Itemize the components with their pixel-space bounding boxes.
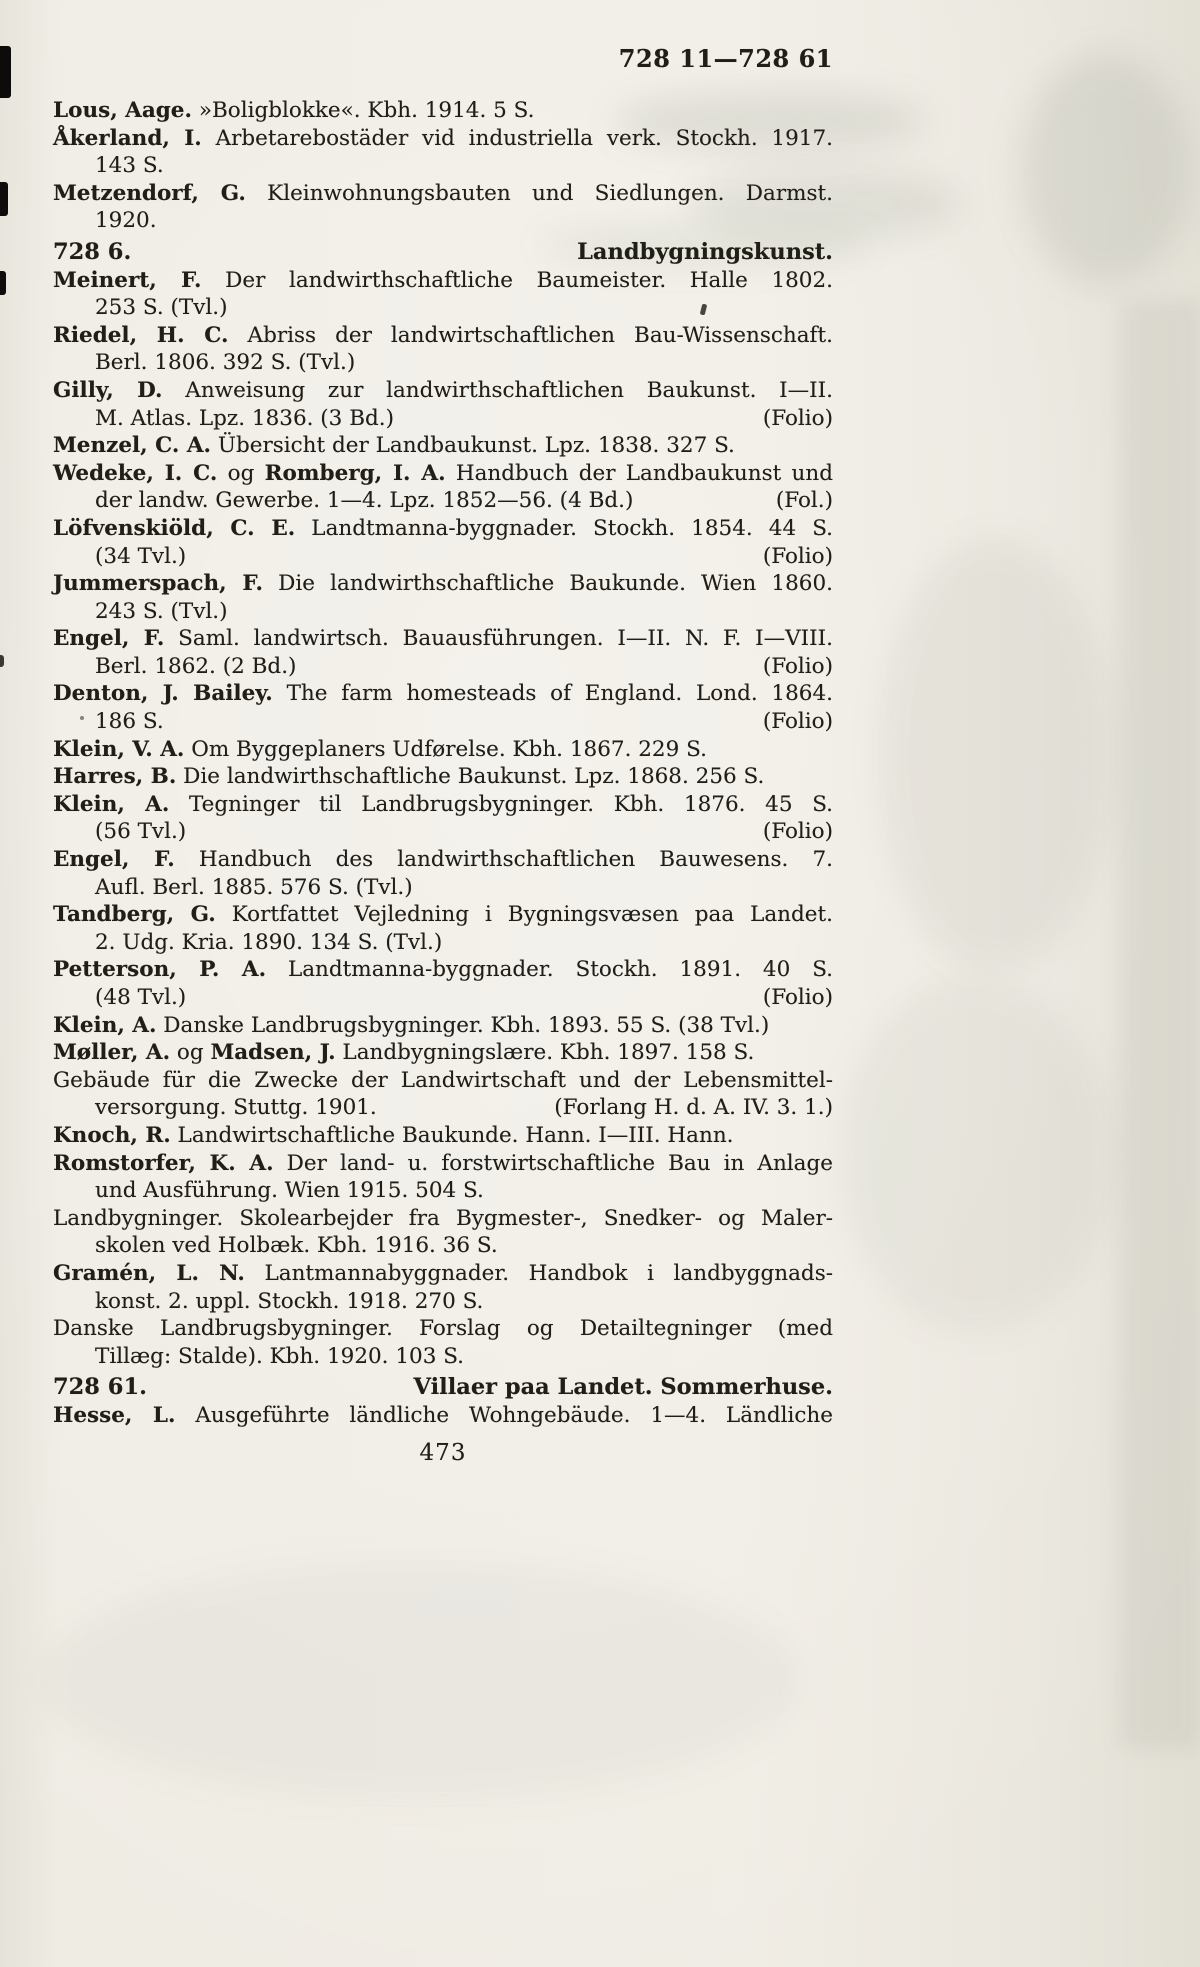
entry-text: Landbygninger. Skolearbejder fra Bygmester-, Snedker- og Maler- (53, 1205, 833, 1231)
line-left-part (95, 543, 186, 571)
entry-author: Tandberg, G. (53, 902, 216, 928)
catalog-line (53, 432, 833, 460)
catalog-line (53, 653, 833, 681)
catalog-line (53, 625, 833, 653)
catalog-line (53, 1177, 833, 1205)
entry-text: Landbygningslære. Kbh. 1897. 158 S. (335, 1040, 755, 1066)
entry-text: (Folio) (762, 653, 833, 679)
entry-author: 728 6. (53, 238, 132, 265)
catalog-line (53, 791, 833, 819)
entry-author: Metzendorf, G. (53, 180, 246, 206)
entry-author: Klein, A. (53, 1012, 157, 1038)
catalog-line (53, 487, 833, 515)
entry-text: M. Atlas. Lpz. 1836. (3 Bd.) (95, 405, 394, 431)
entry-text: og (217, 460, 265, 486)
catalog-line (53, 1094, 833, 1122)
binding-mark (0, 655, 4, 667)
catalog-line (53, 1039, 833, 1067)
binding-mark (0, 46, 11, 98)
entry-text: og (170, 1040, 211, 1066)
page-number: 473 (419, 1440, 467, 1466)
text-column (53, 97, 833, 1430)
entry-text: 186 S. (95, 709, 164, 735)
catalog-line (53, 1122, 833, 1150)
entry-author: Gilly, D. (53, 377, 163, 403)
catalog-line (53, 1343, 833, 1371)
entry-text: Handbuch der Landbaukunst und (445, 460, 833, 486)
line-right-part (763, 708, 833, 736)
entry-text: Berl. 1806. 392 S. (Tvl.) (95, 350, 356, 376)
paper-stain (1120, 300, 1200, 1750)
catalog-line (53, 956, 833, 984)
entry-text: (Folio) (762, 543, 833, 569)
entry-text: Tegninger til Landbrugsbygninger. Kbh. 1876. 45 S. (169, 791, 833, 817)
entry-author: Klein, A. (53, 791, 170, 817)
entry-text: The farm homesteads of England. Lond. 1864. (272, 681, 833, 707)
catalog-line (53, 901, 833, 929)
entry-text: Aufl. Berl. 1885. 576 S. (Tvl.) (95, 874, 413, 900)
entry-author: Denton, J. Bailey. (53, 681, 273, 707)
entry-text: Die landwirthschaftliche Baukunde. Wien 1860. (263, 571, 833, 597)
entry-author: Petterson, P. A. (53, 957, 267, 983)
catalog-line (53, 180, 833, 208)
catalog-line (53, 125, 833, 153)
page-header-code: 728 11—728 61 (618, 44, 833, 73)
entry-text: (Fol.) (775, 488, 833, 514)
entry-text: Handbuch des landwirthschaftlichen Bauwesens. 7. (174, 847, 833, 873)
entry-text: Tillæg: Stalde). Kbh. 1920. 103 S. (95, 1343, 465, 1369)
catalog-line (53, 763, 833, 791)
line-right-part (577, 239, 833, 267)
catalog-line (53, 1067, 833, 1095)
catalog-line (53, 846, 833, 874)
entry-text: der landw. Gewerbe. 1—4. Lpz. 1852—56. (4 Bd.) (95, 488, 634, 514)
entry-author: Meinert, F. (53, 267, 202, 293)
entry-text: Der land- u. forstwirtschaftliche Bau in Anlage (273, 1150, 833, 1176)
entry-text: (56 Tvl.) (95, 819, 187, 845)
entry-author: Knoch, R. (53, 1122, 171, 1148)
entry-text: (48 Tvl.) (95, 985, 187, 1010)
line-right-part (776, 487, 833, 515)
entry-author: Lous, Aage. (53, 98, 192, 123)
line-left-part (95, 984, 186, 1012)
line-right-part (763, 405, 833, 433)
entry-text: Arbetarebostäder vid industriella verk. Stockh. 1917. (201, 125, 833, 151)
catalog-line (53, 294, 833, 322)
entry-text: Übersicht der Landbaukunst. Lpz. 1838. 327 S. (211, 433, 735, 459)
line-left-part (53, 239, 131, 267)
catalog-line (53, 1288, 833, 1316)
entry-author: Klein, V. A. (53, 736, 185, 762)
entry-author: Engel, F. (53, 847, 175, 873)
entry-text: (Folio) (762, 709, 833, 735)
catalog-line (53, 929, 833, 957)
entry-text: Landtmanna-byggnader. Stockh. 1854. 44 S. (295, 515, 833, 541)
line-right-part (763, 984, 833, 1012)
entry-text: Abriss der landwirtschaftlichen Bau-Wissenschaft. (228, 322, 833, 348)
binding-mark (0, 182, 8, 216)
line-left-part (95, 1094, 377, 1122)
entry-text: (Folio) (762, 985, 833, 1010)
catalog-line (53, 322, 833, 350)
catalog-line (53, 152, 833, 180)
entry-author: Villaer paa Landet. Sommerhuse. (413, 1374, 833, 1401)
entry-text: (Forlang H. d. A. IV. 3. 1.) (554, 1095, 833, 1121)
line-right-part (763, 818, 833, 846)
entry-text: Ausgeführte ländliche Wohngebäude. 1—4. Ländliche (175, 1402, 833, 1428)
line-right-part (414, 1374, 833, 1402)
catalog-line (53, 874, 833, 902)
entry-author: 728 61. (53, 1374, 147, 1401)
entry-text: Danske Landbrugsbygninger. Kbh. 1893. 55 S. (38 Tvl.) (156, 1012, 770, 1038)
catalog-line (53, 377, 833, 405)
entry-text: 143 S. (95, 153, 164, 179)
entry-text: skolen ved Holbæk. Kbh. 1916. 36 S. (95, 1233, 498, 1259)
catalog-line (53, 97, 833, 125)
entry-text: Anweisung zur landwirthschaftlichen Baukunst. I—II. (162, 377, 833, 403)
entry-author: Romberg, I. A. (264, 460, 446, 486)
catalog-line (53, 460, 833, 488)
line-right-part (763, 653, 833, 681)
catalog-line (53, 708, 833, 736)
catalog-line (53, 736, 833, 764)
entry-text: (Folio) (762, 819, 833, 845)
entry-text: Landwirtschaftliche Baukunde. Hann. I—III. Hann. (170, 1122, 734, 1148)
entry-author: Åkerland, I. (53, 125, 202, 151)
catalog-line (53, 267, 833, 295)
line-left-part (95, 487, 633, 515)
catalog-line (53, 515, 833, 543)
line-left-part (95, 405, 394, 433)
entry-text: 1920. (95, 208, 157, 234)
catalog-line (53, 1260, 833, 1288)
catalog-line (53, 207, 833, 235)
entry-author: Wedeke, I. C. (53, 460, 218, 486)
line-right-part (554, 1094, 833, 1122)
entry-author: Menzel, C. A. (53, 433, 212, 459)
entry-text: konst. 2. uppl. Stockh. 1918. 270 S. (95, 1288, 484, 1314)
entry-text: (Folio) (762, 405, 833, 431)
entry-author: Hesse, L. (53, 1402, 176, 1428)
line-left-part (95, 708, 164, 736)
line-left-part (95, 653, 296, 681)
entry-author: Harres, B. (53, 764, 177, 790)
entry-author: Engel, F. (53, 626, 165, 652)
entry-author: Landbygningskunst. (577, 238, 833, 265)
entry-author: Löfvenskiöld, C. E. (53, 515, 296, 541)
paper-stain (1020, 55, 1190, 285)
entry-text: »Boligblokke«. Kbh. 1914. 5 S. (191, 98, 535, 123)
entry-author: Romstorfer, K. A. (53, 1150, 274, 1176)
catalog-line (53, 818, 833, 846)
catalog-line (53, 680, 833, 708)
catalog-line (53, 543, 833, 571)
catalog-line (53, 349, 833, 377)
catalog-line (53, 405, 833, 433)
entry-text: Gebäude für die Zwecke der Landwirtschaft und der Lebensmittel- (53, 1067, 833, 1093)
section-heading-line (53, 1374, 833, 1402)
paper-stain (840, 980, 1110, 1330)
catalog-line (53, 1205, 833, 1233)
entry-text: Saml. landwirtsch. Bauausführungen. I—II. N. F. I—VIII. (164, 626, 833, 652)
catalog-line (53, 984, 833, 1012)
catalog-line (53, 598, 833, 626)
catalog-line (53, 1402, 833, 1430)
entry-text: 243 S. (Tvl.) (95, 598, 228, 624)
line-left-part (95, 818, 186, 846)
catalog-line (53, 1012, 833, 1040)
entry-text: Lantmannabyggnader. Handbok i landbyggnads- (244, 1260, 833, 1286)
catalog-line (53, 1150, 833, 1178)
entry-text: Landtmanna-byggnader. Stockh. 1891. 40 S. (266, 957, 833, 983)
paper-stain (40, 1560, 800, 1800)
entry-text: Om Byggeplaners Udførelse. Kbh. 1867. 229 S. (184, 736, 707, 762)
catalog-line (53, 1315, 833, 1343)
entry-text: Berl. 1862. (2 Bd.) (95, 653, 297, 679)
entry-author: Madsen, J. (210, 1040, 336, 1066)
entry-text: und Ausführung. Wien 1915. 504 S. (95, 1178, 484, 1204)
section-heading-line (53, 239, 833, 267)
catalog-line (53, 570, 833, 598)
entry-author: Riedel, H. C. (53, 322, 229, 348)
entry-author: Gramén, L. N. (53, 1260, 245, 1286)
entry-text: Kortfattet Vejledning i Bygningsvæsen paa Landet. (215, 902, 833, 928)
line-right-part (763, 543, 833, 571)
binding-mark (0, 271, 6, 295)
paper-stain (880, 540, 1110, 970)
catalog-line (53, 1232, 833, 1260)
entry-text: 2. Udg. Kria. 1890. 134 S. (Tvl.) (95, 929, 443, 955)
entry-text: versorgung. Stuttg. 1901. (95, 1095, 377, 1121)
entry-author: Jummerspach, F. (53, 571, 263, 597)
line-left-part (53, 1374, 147, 1402)
entry-author: Møller, A. (53, 1040, 171, 1066)
entry-text: Danske Landbrugsbygninger. Forslag og Detailtegninger (med (53, 1316, 833, 1342)
entry-text: Die landwirthschaftliche Baukunst. Lpz. 1868. 256 S. (176, 764, 765, 790)
entry-text: 253 S. (Tvl.) (95, 295, 228, 321)
entry-text: Kleinwohnungsbauten und Siedlungen. Darmst. (245, 180, 833, 206)
entry-text: Der landwirthschaftliche Baumeister. Halle 1802. (201, 267, 834, 293)
entry-text: (34 Tvl.) (95, 543, 187, 569)
